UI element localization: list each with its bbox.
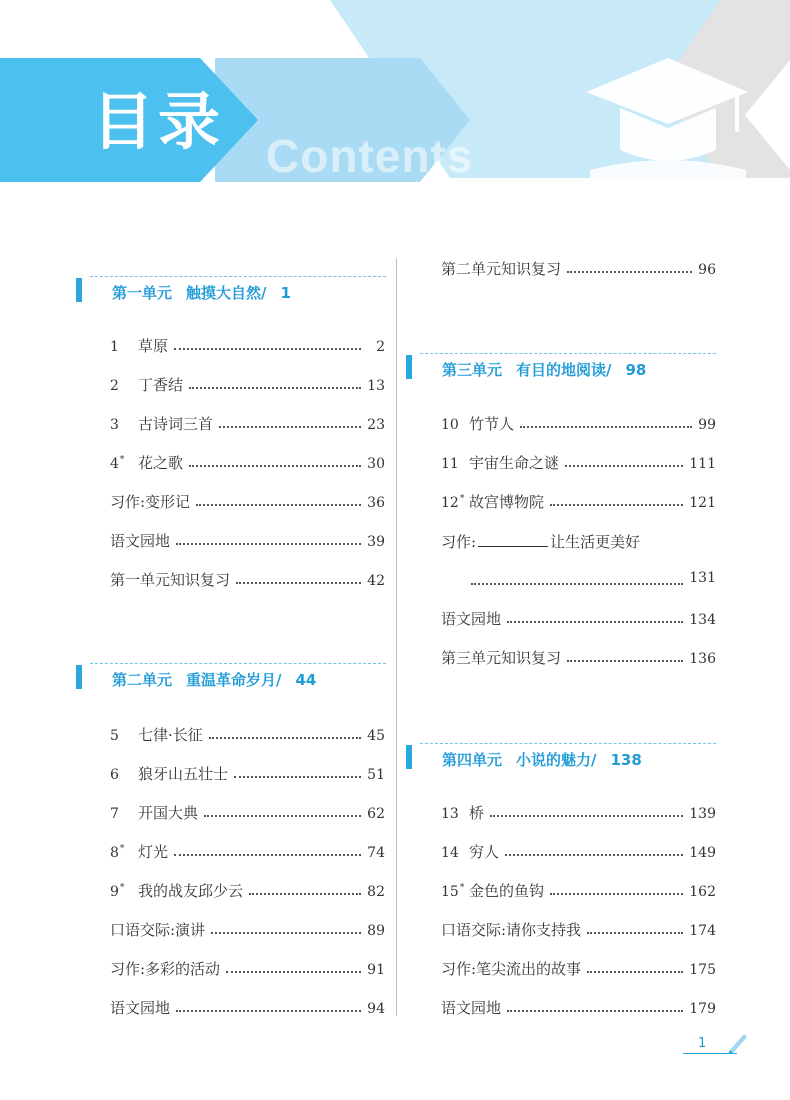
unit-title: 第三单元 有目的地阅读/ 98: [442, 361, 647, 379]
entry-page: 91: [367, 962, 385, 978]
toc-entry[interactable]: [110, 374, 385, 396]
entry-title: 语文园地: [110, 999, 171, 1017]
entry-page: 2: [376, 339, 385, 355]
leader-dots: [196, 504, 361, 506]
entry-number: 10: [441, 417, 459, 433]
entry-title: 七律·长征: [138, 726, 203, 744]
toc-entry[interactable]: [441, 997, 716, 1019]
leader-dots: [209, 737, 361, 739]
leader-dots: [204, 815, 361, 817]
header-banner: [0, 0, 790, 210]
unit-marker: [76, 278, 82, 302]
leader-dots: [226, 971, 361, 973]
toc-entry[interactable]: [441, 647, 716, 669]
entry-title: 语文园地: [110, 532, 171, 550]
toc-entry[interactable]: [110, 569, 385, 591]
entry-title: 口语交际:演讲: [110, 921, 206, 939]
leader-dots: [471, 583, 683, 585]
entry-page: 30: [367, 456, 385, 472]
unit-heading-3: [406, 353, 716, 393]
unit-marker: [406, 745, 412, 769]
leader-dots: [176, 543, 361, 545]
toc-entry[interactable]: [441, 452, 716, 474]
entry-title: 习作:多彩的活动: [110, 960, 221, 978]
toc-entry[interactable]: [441, 919, 716, 941]
leader-dots: [550, 893, 683, 895]
toc-entry[interactable]: [110, 335, 385, 357]
toc-entry-writing-page[interactable]: [471, 570, 716, 592]
leader-dots: [211, 932, 361, 934]
entry-number: 7: [110, 806, 119, 822]
entry-title: 我的战友邱少云: [138, 882, 244, 900]
toc-entry[interactable]: [110, 841, 385, 863]
optional-marker: *: [459, 494, 465, 504]
entry-page: 89: [367, 923, 385, 939]
entry-number: 3: [110, 417, 119, 433]
entry-title: 第二单元知识复习: [441, 260, 562, 278]
entry-page: 82: [367, 884, 385, 900]
unit-title: 第四单元 小说的魅力/ 138: [442, 751, 642, 769]
entry-number: 6: [110, 767, 119, 783]
toc-entry[interactable]: [441, 413, 716, 435]
leader-dots: [507, 621, 683, 623]
toc-entry[interactable]: [110, 491, 385, 513]
entry-number: 9*: [110, 883, 125, 900]
page-subtitle: Contents: [266, 130, 474, 182]
leader-dots: [550, 504, 683, 506]
leader-dots: [490, 815, 683, 817]
entry-page: 62: [367, 806, 385, 822]
entry-page: 174: [689, 923, 716, 939]
toc-entry-writing-title[interactable]: [441, 531, 716, 553]
entry-number: 15*: [441, 883, 465, 900]
toc-entry[interactable]: [110, 413, 385, 435]
leader-dots: [234, 776, 361, 778]
entry-title: 桥: [469, 804, 485, 822]
entry-number: 14: [441, 845, 459, 861]
leader-dots: [520, 426, 692, 428]
divider: [420, 743, 716, 744]
entry-page: 162: [689, 884, 716, 900]
entry-title: 穷人: [469, 843, 500, 861]
toc-entry[interactable]: [110, 802, 385, 824]
toc-entry[interactable]: [110, 958, 385, 980]
page-title: 目录: [92, 85, 225, 158]
leader-dots: [565, 465, 683, 467]
unit-title: 第一单元 触摸大自然/ 1: [112, 284, 291, 302]
entry-page: 36: [367, 495, 385, 511]
toc-entry[interactable]: [441, 258, 716, 280]
toc-entry[interactable]: [110, 919, 385, 941]
leader-dots: [189, 387, 361, 389]
fill-in-blank: [478, 532, 548, 547]
entry-title: 竹节人: [469, 415, 515, 433]
entry-title: 古诗词三首: [138, 415, 214, 433]
entry-page: 13: [367, 378, 385, 394]
toc-entry[interactable]: [110, 763, 385, 785]
leader-dots: [174, 854, 361, 856]
entry-page: 139: [689, 806, 716, 822]
entry-page: 149: [689, 845, 716, 861]
entry-number: 11: [441, 456, 459, 472]
entry-page: 45: [367, 728, 385, 744]
entry-title: 金色的鱼钩: [469, 882, 545, 900]
divider: [90, 276, 386, 277]
unit-marker: [76, 665, 82, 689]
entry-title: 草原: [138, 337, 169, 355]
toc-entry[interactable]: [441, 608, 716, 630]
toc-entry[interactable]: [441, 841, 716, 863]
toc-entry[interactable]: [110, 880, 385, 902]
entry-title: 狼牙山五壮士: [138, 765, 229, 783]
toc-entry[interactable]: [441, 491, 716, 513]
entry-page: 131: [689, 570, 716, 586]
entry-number: 2: [110, 378, 119, 394]
leader-dots: [189, 465, 361, 467]
entry-page: 23: [367, 417, 385, 433]
entry-title: 故宫博物院: [469, 493, 545, 511]
toc-entry[interactable]: [441, 880, 716, 902]
entry-page: 134: [689, 612, 716, 628]
entry-number: 13: [441, 806, 459, 822]
entry-title: 花之歌: [138, 454, 184, 472]
leader-dots: [219, 426, 361, 428]
entry-page: 94: [367, 1001, 385, 1017]
divider: [90, 663, 386, 664]
entry-number: 1: [110, 339, 119, 355]
entry-number: 5: [110, 728, 119, 744]
toc-entry[interactable]: [110, 452, 385, 474]
entry-page: 99: [698, 417, 716, 433]
entry-title: 灯光: [138, 843, 169, 861]
entry-page: 51: [367, 767, 385, 783]
unit-heading-2: [76, 663, 386, 703]
entry-number: 4*: [110, 455, 125, 472]
optional-marker: *: [119, 844, 125, 854]
pencil-icon: [726, 1028, 750, 1054]
entry-suffix: 让生活更美好: [550, 533, 641, 551]
entry-number: 8*: [110, 844, 125, 861]
entry-page: 42: [367, 573, 385, 589]
entry-title: 口语交际:请你支持我: [441, 921, 582, 939]
entry-title: 语文园地: [441, 610, 502, 628]
entry-number: 12*: [441, 494, 465, 511]
unit-title: 第二单元 重温革命岁月/ 44: [112, 671, 317, 689]
toc-entry[interactable]: [110, 724, 385, 746]
entry-title: 习作:笔尖流出的故事: [441, 960, 582, 978]
unit-heading-4: [406, 743, 716, 783]
leader-dots: [236, 582, 361, 584]
entry-title: 丁香结: [138, 376, 184, 394]
leader-dots: [249, 893, 361, 895]
entry-page: 179: [689, 1001, 716, 1017]
leader-dots: [505, 854, 683, 856]
entry-page: 136: [689, 651, 716, 667]
entry-title: 开国大典: [138, 804, 199, 822]
entry-page: 96: [698, 262, 716, 278]
entry-page: 39: [367, 534, 385, 550]
leader-dots: [587, 971, 683, 973]
entry-title: 习作:变形记: [110, 493, 191, 511]
entry-page: 175: [689, 962, 716, 978]
entry-title: 第三单元知识复习: [441, 649, 562, 667]
page-number: 1: [698, 1036, 707, 1051]
entry-title: 第一单元知识复习: [110, 571, 231, 589]
entry-page: 111: [689, 456, 716, 472]
toc-entry[interactable]: [441, 958, 716, 980]
unit-marker: [406, 355, 412, 379]
leader-dots: [176, 1010, 361, 1012]
entry-prefix: 习作:: [441, 533, 477, 551]
leader-dots: [567, 660, 683, 662]
entry-page: 121: [689, 495, 716, 511]
toc-entry[interactable]: [110, 997, 385, 1019]
entry-page: 74: [367, 845, 385, 861]
entry-title: 宇宙生命之谜: [469, 454, 560, 472]
optional-marker: *: [459, 883, 465, 893]
leader-dots: [587, 932, 683, 934]
leader-dots: [567, 271, 692, 273]
leader-dots: [507, 1010, 683, 1012]
divider: [420, 353, 716, 354]
entry-title: 语文园地: [441, 999, 502, 1017]
optional-marker: *: [119, 883, 125, 893]
optional-marker: *: [119, 455, 125, 465]
toc-entry[interactable]: [110, 530, 385, 552]
leader-dots: [174, 348, 361, 350]
toc-entry[interactable]: [441, 802, 716, 824]
unit-heading-1: [76, 276, 386, 316]
column-divider: [396, 258, 397, 1016]
